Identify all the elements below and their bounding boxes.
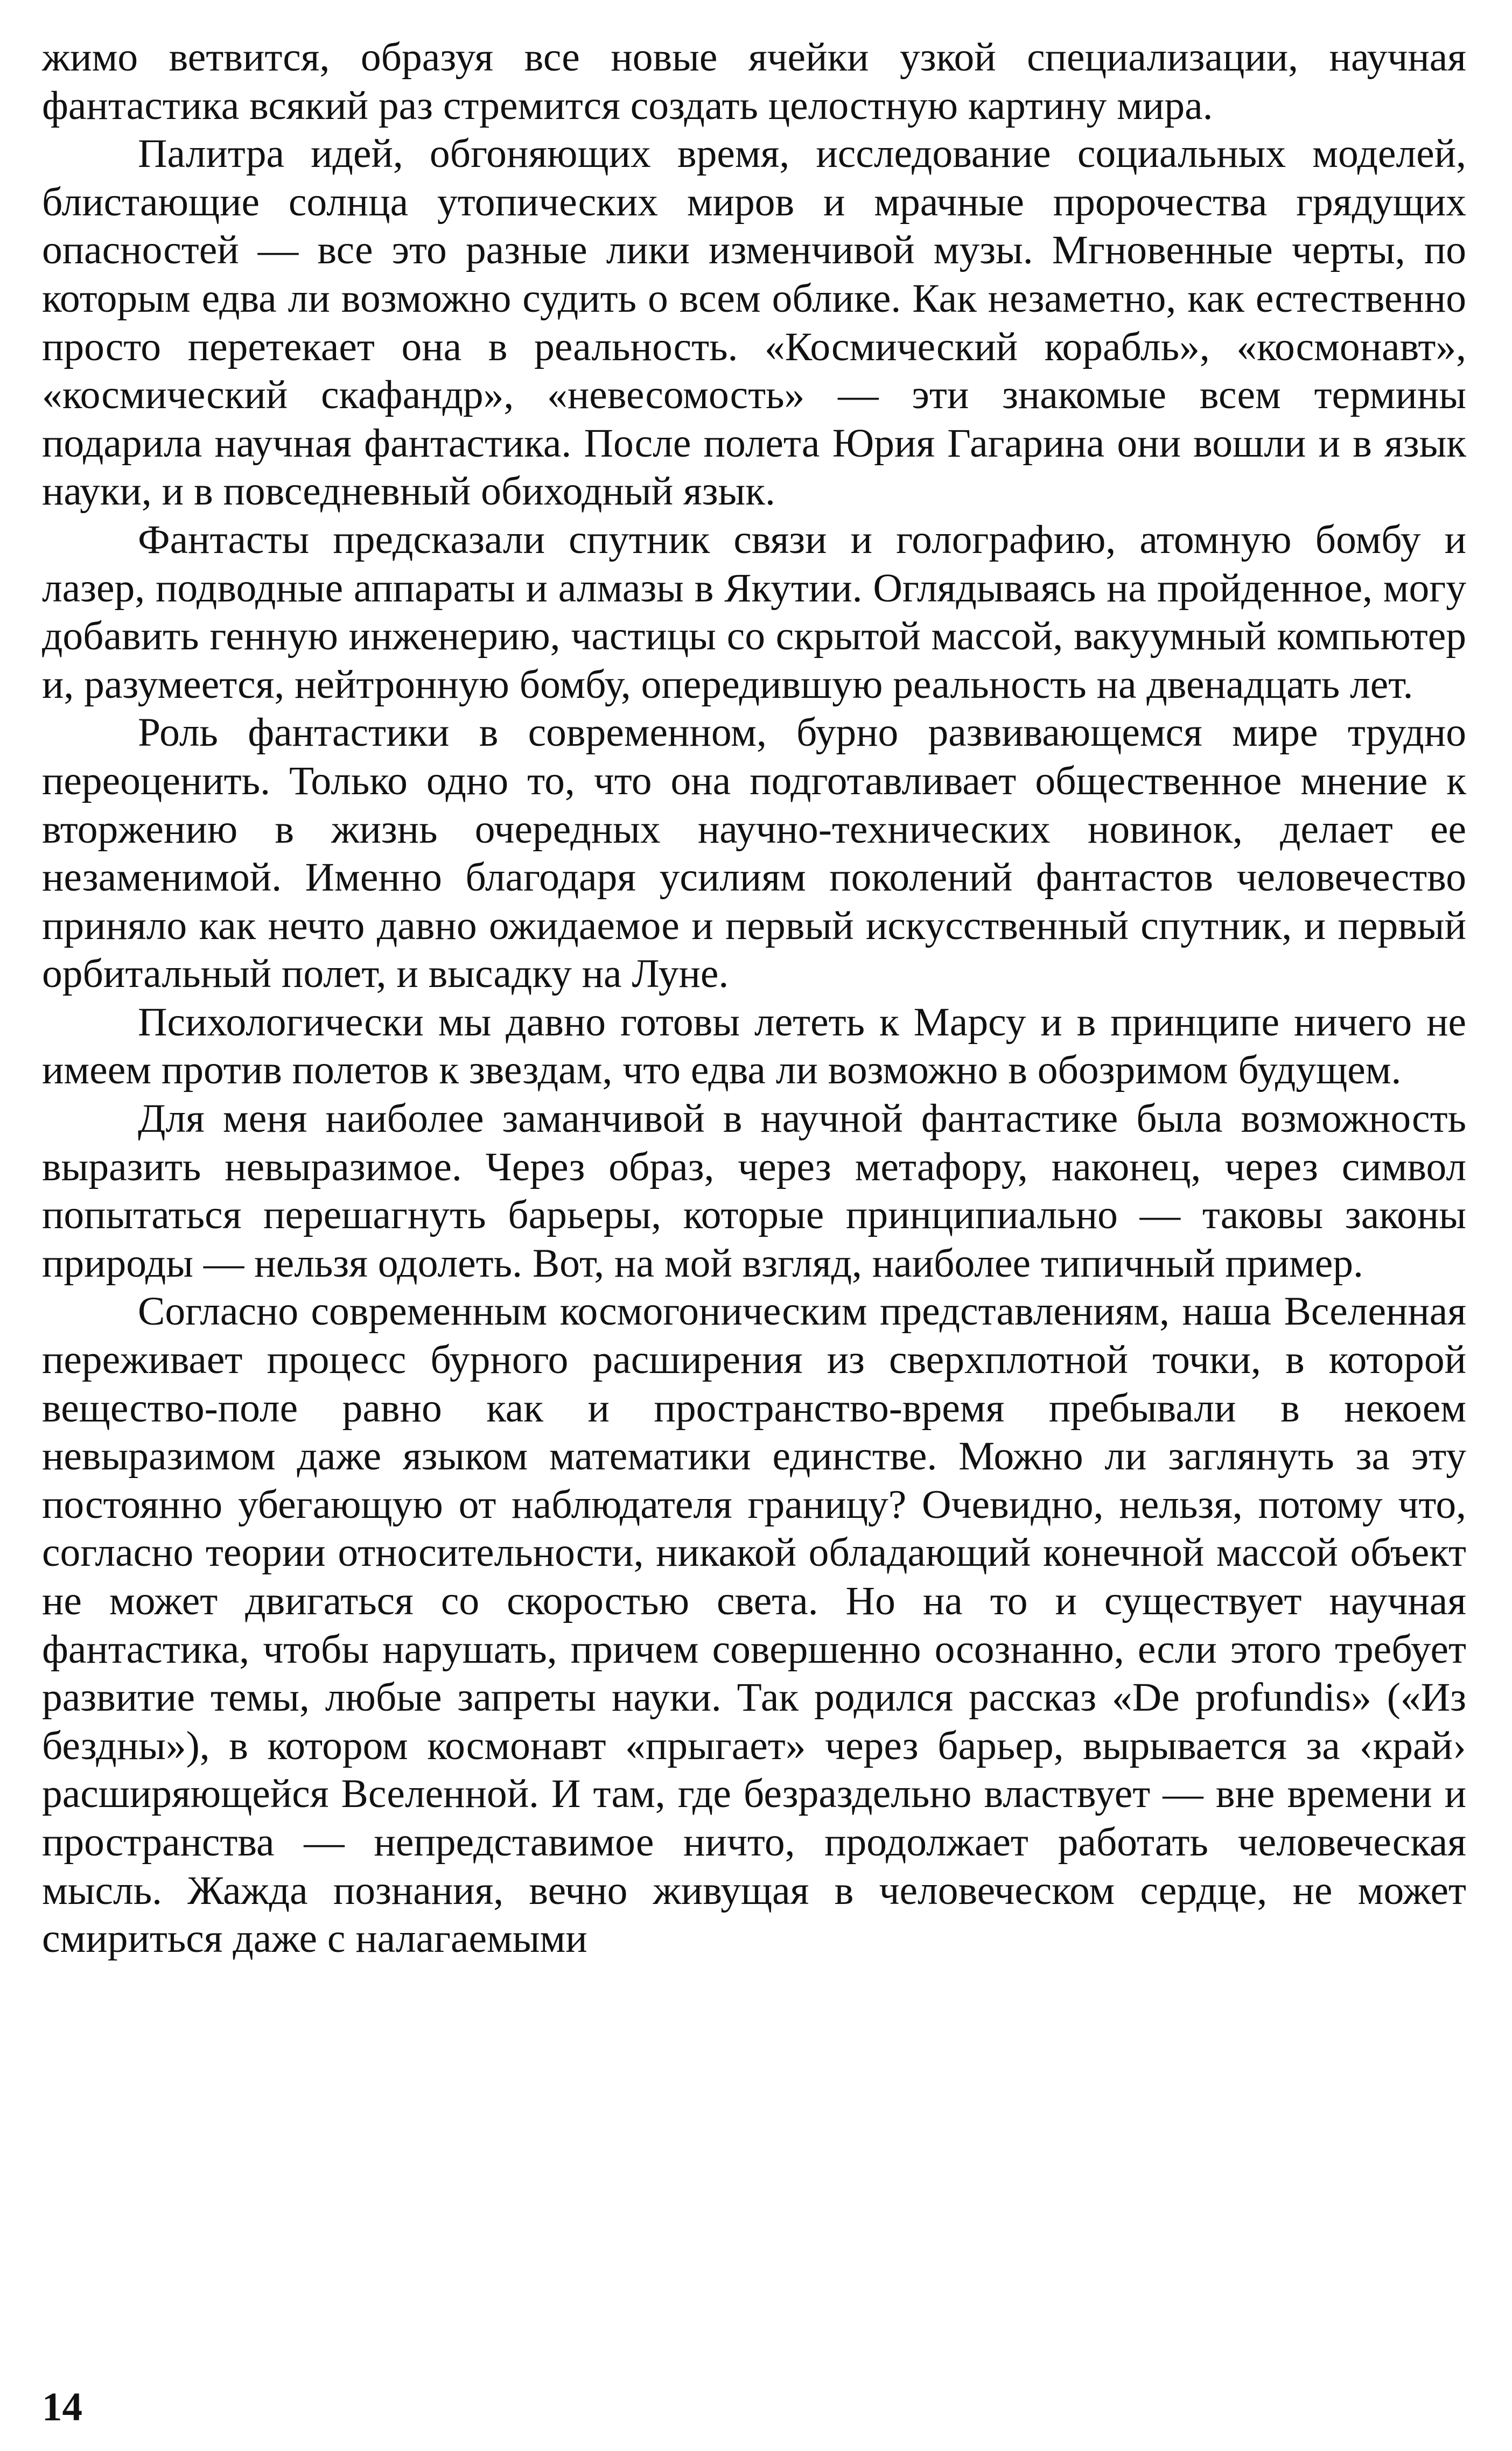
- page-number: 14: [42, 2385, 82, 2429]
- paragraph: Для меня наиболее заманчивой в научной фантастике была возможность выразить невыразимое. Через образ, через метафору, наконец, через символ попытаться перешагнуть барьеры, которые принципиально — таковы законы природы — нельзя одолеть. Вот, на мой взгляд, наиболее типичный пример.: [42, 1096, 1466, 1286]
- paragraph: Палитра идей, обгоняющих время, исследование социальных моделей, блистающие солнца утопических миров и мрачные пророчества грядущих опасностей — все это разные лики изменчивой музы. Мгновенные черты, по которым едва ли возможно судить о всем облике. Как незаметно, как естественно просто перетекает она в реальность. «Космический корабль», «космонавт», «космический скафандр», «невесомость» — эти знакомые всем термины подарила научная фантастика. После полета Юрия Гагарина они вошли и в язык науки, и в повседневный обиходный язык.: [42, 131, 1466, 514]
- page-body: [42, 33, 1466, 1963]
- paragraph-continuation: жимо ветвится, образуя все новые ячейки узкой специализации, научная фантастика всякий раз стремится создать целостную картину мира.: [42, 35, 1466, 128]
- paragraph: Психологически мы давно готовы лететь к Марсу и в принципе ничего не имеем против полетов к звездам, что едва ли возможно в обозримом будущем.: [42, 999, 1466, 1093]
- paragraph: Роль фантастики в современном, бурно развивающемся мире трудно переоценить. Только одно то, что она подготавливает общественное мнение к вторжению в жизнь очередных научно-технических новинок, делает ее незаменимой. Именно благодаря усилиям поколений фантастов человечество приняло как нечто давно ожидаемое и первый искусственный спутник, и первый орбитальный полет, и высадку на Луне.: [42, 710, 1466, 997]
- paragraph: Фантасты предсказали спутник связи и голографию, атомную бомбу и лазер, подводные аппараты и алмазы в Якутии. Оглядываясь на пройденное, могу добавить генную инженерию, частицы со скрытой массой, вакуумный компьютер и, разумеется, нейтронную бомбу, опередившую реальность на двенадцать лет.: [42, 517, 1466, 707]
- paragraph: Согласно современным космогоническим представлениям, наша Вселенная переживает процесс бурного расширения из сверхплотной точки, в которой вещество-поле равно как и пространство-время пребывали в некоем невыразимом даже языком математики единстве. Можно ли заглянуть за эту постоянно убегающую от наблюдателя границу? Очевидно, нельзя, потому что, согласно теории относительности, никакой обладающий конечной массой объект не может двигаться со скоростью света. Но на то и существует научная фантастика, чтобы нарушать, причем совершенно осознанно, если этого требует развитие темы, любые запреты науки. Так родился рассказ «De profundis» («Из бездны»), в котором космонавт «прыгает» через барьер, вырывается за ‹край› расширяющейся Вселенной. И там, где безраздельно властвует — вне времени и пространства — непредставимое ничто, продолжает работать человеческая мысль. Жажда познания, вечно живущая в человеческом сердце, не может смириться даже с налагаемыми: [42, 1289, 1466, 1962]
